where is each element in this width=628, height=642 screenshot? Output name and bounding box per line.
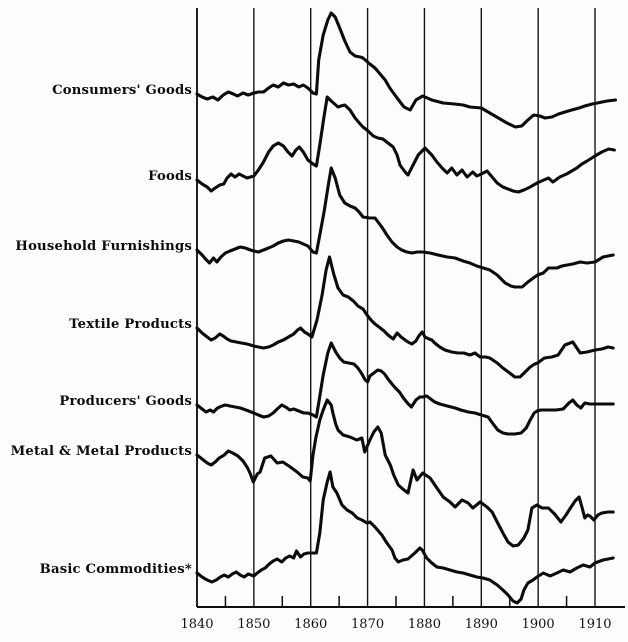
series-label-consumers-goods: Consumers' Goods xyxy=(52,83,192,98)
x-axis-label-1890: 1890 xyxy=(464,617,498,632)
x-axis-label-1860: 1860 xyxy=(294,617,328,632)
series-label-household-furnishings: Household Furnishings xyxy=(15,239,192,254)
series-label-basic-commodities: Basic Commodities* xyxy=(39,562,192,577)
series-curve-consumers-goods xyxy=(197,13,616,127)
x-axis-label-1840: 1840 xyxy=(180,617,214,632)
x-axis-label-1900: 1900 xyxy=(521,617,555,632)
x-axis-label-1910: 1910 xyxy=(578,617,612,632)
series-curve-metal-metal-products xyxy=(197,400,613,546)
series-label-foods: Foods xyxy=(148,169,192,184)
series-curve-textile-products xyxy=(197,257,613,377)
series-label-metal-metal-products: Metal & Metal Products xyxy=(10,444,192,459)
x-axis-label-1870: 1870 xyxy=(351,617,385,632)
series-curve-household-furnishings xyxy=(197,168,613,287)
x-axis-label-1850: 1850 xyxy=(237,617,271,632)
series-curve-foods xyxy=(197,97,614,192)
series-label-producers-goods: Producers' Goods xyxy=(59,394,192,409)
x-axis-label-1880: 1880 xyxy=(407,617,441,632)
series-label-textile-products: Textile Products xyxy=(69,317,192,332)
